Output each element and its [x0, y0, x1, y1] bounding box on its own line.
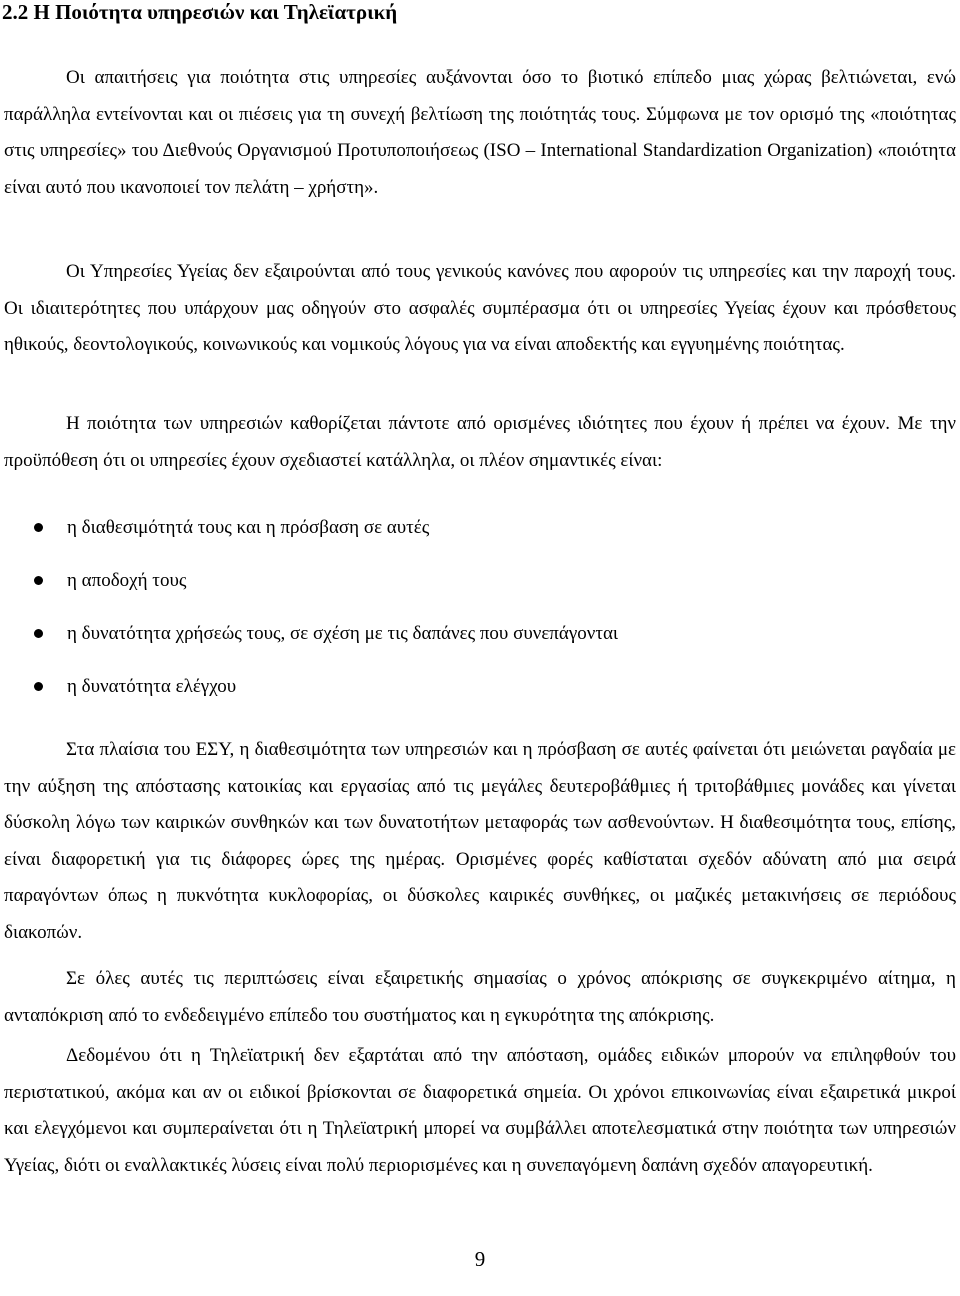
- quality-properties-list: [0, 504, 960, 716]
- paragraph-block-6: [4, 1038, 956, 1184]
- paragraph-block-1: [4, 60, 956, 206]
- paragraph: Στα πλαίσια του ΕΣΥ, η διαθεσιμότητα των υπηρεσιών και η πρόσβαση σε αυτές φαίνεται ότι μειώνεται ραγδαία με την αύξηση της απόστασης κατοικίας και εργασίας από τις μεγάλες δευτεροβάθμιες ή τριτοβάθμιες μονάδες και γίνεται δύσκολη λόγω των καιρικών συνθηκών και των δυνατοτήτων μεταφοράς των ασθενούντων. Η διαθεσιμότητα τους, επίσης, είναι διαφορετική για τις διάφορες ώρες της ημέρας. Ορισμένες φορές καθίσταται σχεδόν αδύνατη από μια σειρά παραγόντων όπως η πυκνότητα κυκλοφορίας, οι δύσκολες καιρικές συνθήκες, οι μαζικές μετακινήσεις σε περιόδους διακοπών.: [4, 739, 956, 943]
- paragraph-block-5: [4, 961, 956, 1034]
- bullet-icon: [34, 682, 43, 691]
- list-item-text: η αποδοχή τους: [67, 570, 187, 591]
- paragraph-block-4: [4, 732, 956, 952]
- paragraph: Οι απαιτήσεις για ποιότητα στις υπηρεσίες αυξάνονται όσο το βιοτικό επίπεδο μιας χώρας βελτιώνεται, ενώ παράλληλα εντείνονται και οι πιέσεις για τη συνεχή βελτίωση της ποιότητάς τους. Σύμφωνα με τον ορισμό της «ποιότητας στις υπηρεσίες» του Διεθνούς Οργανισμού Προτυποποιήσεως (ISO – International Standardization Organization) «ποιότητα είναι αυτό που ικανοποιεί τον πελάτη – χρήστη».: [4, 67, 956, 198]
- list-item: [0, 610, 960, 663]
- paragraph: Η ποιότητα των υπηρεσιών καθορίζεται πάντοτε από ορισμένες ιδιότητες που έχουν ή πρέπει να έχουν. Με την προϋπόθεση ότι οι υπηρεσίες έχουν σχεδιαστεί κατάλληλα, οι πλέον σημαντικές είναι:: [4, 413, 956, 471]
- list-item: [0, 504, 960, 557]
- list-item: [0, 557, 960, 610]
- paragraph-block-2: [4, 254, 956, 364]
- list-item-text: η δυνατότητα χρήσεώς τους, σε σχέση με τις δαπάνες που συνεπάγονται: [67, 623, 619, 644]
- section-heading: 2.2 Η Ποιότητα υπηρεσιών και Τηλεϊατρική: [2, 0, 398, 24]
- list-item-text: η διαθεσιμότητά τους και η πρόσβαση σε αυτές: [67, 517, 430, 538]
- list-item: [0, 663, 960, 716]
- list-item-text: η δυνατότητα ελέγχου: [67, 676, 237, 697]
- bullet-icon: [34, 629, 43, 638]
- page-number: 9: [474, 1247, 486, 1271]
- bullet-icon: [34, 576, 43, 585]
- paragraph: Οι Υπηρεσίες Υγείας δεν εξαιρούνται από τους γενικούς κανόνες που αφορούν τις υπηρεσίες και την παροχή τους. Οι ιδιαιτερότητες που υπάρχουν μας οδηγούν στο ασφαλές συμπέρασμα ότι οι υπηρεσίες Υγείας έχουν και πρόσθετους ηθικούς, δεοντολογικούς, κοινωνικούς και νομικούς λόγους για να είναι αποδεκτής και εγγυημένης ποιότητας.: [4, 261, 956, 356]
- paragraph-block-3: [4, 406, 956, 479]
- paragraph: Δεδομένου ότι η Τηλεϊατρική δεν εξαρτάται από την απόσταση, ομάδες ειδικών μπορούν να επιληφθούν του περιστατικού, ακόμα και αν οι ειδικοί βρίσκονται σε διαφορετικά σημεία. Οι χρόνοι επικοινωνίας είναι εξαιρετικά μικροί και ελεγχόμενοι και συμπεραίνεται ότι η Τηλεϊατρική μπορεί να συμβάλλει αποτελεσματικά στην ποιότητα των υπηρεσιών Υγείας, διότι οι εναλλακτικές λύσεις είναι πολύ περιορισμένες και η συνεπαγόμενη δαπάνη σχεδόν απαγορευτική.: [4, 1045, 956, 1176]
- bullet-icon: [34, 523, 43, 532]
- paragraph: Σε όλες αυτές τις περιπτώσεις είναι εξαιρετικής σημασίας ο χρόνος απόκρισης σε συγκεκριμένο αίτημα, η ανταπόκριση από το ενδεδειγμένο επίπεδο του συστήματος και η εγκυρότητα της απόκρισης.: [4, 968, 956, 1026]
